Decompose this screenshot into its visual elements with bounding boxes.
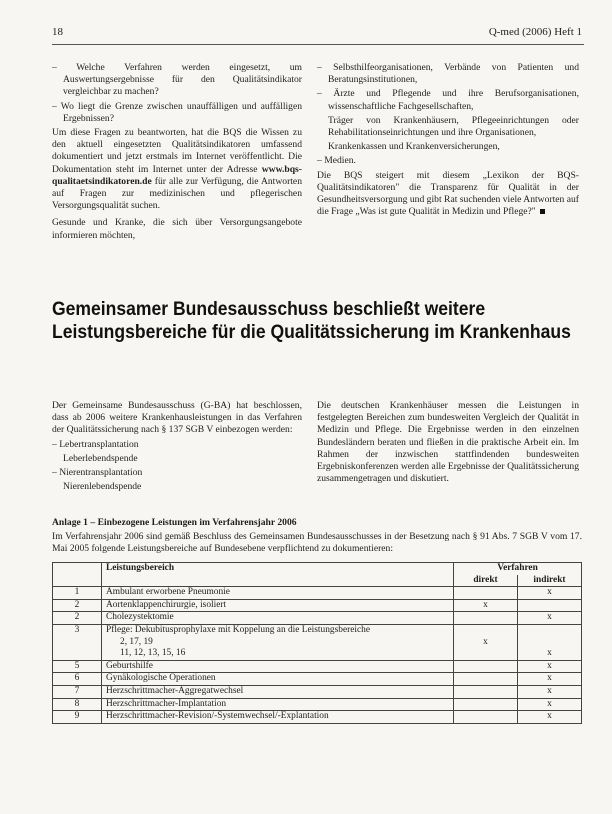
list-item: – Selbsthilfeorganisationen, Verbände von Patienten und Beratungsinstitutionen, xyxy=(317,62,579,86)
right-column-top xyxy=(317,62,579,223)
services-table xyxy=(52,562,582,724)
row-number: 9 xyxy=(53,711,102,724)
row-number: 7 xyxy=(53,685,102,698)
table-header-direct: direkt xyxy=(454,575,518,587)
right-column-article xyxy=(317,400,579,490)
row-number: 8 xyxy=(53,698,102,711)
table-header-nr xyxy=(53,563,102,575)
row-indirect: x xyxy=(518,673,582,686)
row-indirect: x xyxy=(518,612,582,625)
table-row xyxy=(53,698,582,711)
table-header-group: Verfahren xyxy=(454,563,582,575)
list-item: Krankenkassen und Krankenversicherungen, xyxy=(328,141,500,153)
paragraph-documentation xyxy=(52,127,302,212)
bullet-item: – Welche Verfahren werden eingesetzt, um Auswertungsergebnisse für den Qualitätsindikator vergleichbar zu machen? xyxy=(52,62,302,98)
list-item: – Lebertransplantation xyxy=(52,438,139,450)
row-number xyxy=(53,637,102,649)
row-direct xyxy=(454,660,518,673)
row-area: 2, 17, 19 xyxy=(102,637,454,649)
row-area: Ambulant erworbene Pneumonie xyxy=(102,587,454,600)
row-direct xyxy=(454,711,518,724)
row-number: 2 xyxy=(53,612,102,625)
table-row xyxy=(53,599,582,612)
table-row xyxy=(53,624,582,636)
row-area: Aortenklappenchirurgie, isoliert xyxy=(102,599,454,612)
row-area: 11, 12, 13, 15, 16 xyxy=(102,648,454,660)
annex-intro: Im Verfahrensjahr 2006 sind gemäß Beschluss des Gemeinsamen Bundesausschusses in der Besetzung nach § 91 Abs. 7 SGB V vom 17. Mai 2005 folgende Leistungsbereiche auf Bundesebene verpflichtend zu dokumentieren: xyxy=(52,531,582,555)
table-row xyxy=(53,685,582,698)
row-area: Herzschrittmacher-Implantation xyxy=(102,698,454,711)
row-area: Cholezystektomie xyxy=(102,612,454,625)
list-item: Träger von Krankenhäusern, Pflegeeinrichtungen oder Rehabilitationseinrichtungen und ihre Organisationen, xyxy=(328,114,579,139)
row-indirect xyxy=(518,599,582,612)
row-direct xyxy=(454,698,518,711)
row-indirect: x xyxy=(518,648,582,660)
row-direct xyxy=(454,624,518,636)
article-headline: Gemeinsamer Bundesausschuss beschließt weitere Leistungsbereiche für die Qualitätssicherung im Krankenhaus xyxy=(52,298,571,343)
row-direct xyxy=(454,612,518,625)
table-header-area: Leistungsbereich xyxy=(102,563,454,575)
table-header-indirect: indirekt xyxy=(518,575,582,587)
article-body: Die deutschen Krankenhäuser messen die Leistungen in festgelegten Bereichen zum bundesweiten Vergleich der Qualität in Medizin und Pflege. Die Ergebnisse werden in den einzelnen Bundesländern beraten und fließen in die praktische Arbeit ein. Im Rahmen der inzwischen stattfindenden bundesweiten Ergebniskonferenzen werden alle Ergebnisse der Qualitätssicherung zusammengetragen und diskutiert. xyxy=(317,400,579,485)
table-row xyxy=(53,612,582,625)
row-direct: x xyxy=(454,599,518,612)
table-row xyxy=(53,637,582,649)
row-indirect xyxy=(518,624,582,636)
table-header-nr-spacer xyxy=(53,575,102,587)
row-area: Geburtshilfe xyxy=(102,660,454,673)
table-row xyxy=(53,711,582,724)
table-row xyxy=(53,648,582,660)
article-intro: Der Gemeinsame Bundesausschuss (G-BA) hat beschlossen, dass ab 2006 weitere Krankenhausleistungen in das Verfahren der Qualitätssicherung nach § 137 SGB V einbezogen werden: xyxy=(52,400,302,436)
row-number: 6 xyxy=(53,673,102,686)
list-item: – Medien. xyxy=(317,155,356,167)
closing-paragraph xyxy=(317,170,579,219)
header-rule xyxy=(52,44,584,45)
paragraph-text: Um diese Fragen zu beantworten, hat die BQS die Wissen zu den aktuell eingesetzten Qualitätsindikatoren umfassend dokumentiert und jetzt erstmals im Internet veröffentlicht. Die Dokumentation steht im Internet unter der Adresse xyxy=(52,127,302,175)
bullet-item: – Wo liegt die Grenze zwischen unauffälligen und auffälligen Ergebnissen? xyxy=(52,100,302,124)
page-number: 18 xyxy=(52,26,63,38)
row-number: 3 xyxy=(53,624,102,636)
list-item: – Ärzte und Pflegende und ihre Berufsorganisationen, wissenschaftliche Fachgesellschaften, xyxy=(317,88,579,112)
row-number: 1 xyxy=(53,587,102,600)
row-indirect: x xyxy=(518,698,582,711)
table-row xyxy=(53,673,582,686)
list-sub-item: Leberlebendspende xyxy=(63,452,138,464)
row-area: Pflege: Dekubitusprophylaxe mit Koppelung an die Leistungsbereiche xyxy=(102,624,454,636)
row-number: 5 xyxy=(53,660,102,673)
website-link[interactable]: www.bqs-qualitaetsindikatoren.de xyxy=(52,163,302,187)
list-sub-item: Nierenlebendspende xyxy=(63,481,142,493)
row-direct: x xyxy=(454,637,518,649)
table-header-area-spacer xyxy=(102,575,454,587)
row-area: Herzschrittmacher-Aggregatwechsel xyxy=(102,685,454,698)
row-number: 2 xyxy=(53,599,102,612)
list-item: – Nierentransplantation xyxy=(52,467,143,479)
left-column-article xyxy=(52,400,302,495)
journal-reference: Q-med (2006) Heft 1 xyxy=(488,26,582,38)
row-area: Herzschrittmacher-Revision/-Systemwechsel/-Explantation xyxy=(102,711,454,724)
annex-title: Anlage 1 – Einbezogene Leistungen im Verfahrensjahr 2006 xyxy=(52,517,297,528)
row-indirect xyxy=(518,637,582,649)
paragraph-text: für alle zur Verfügung, die Antworten auf Fragen zur medizinischen und pflegerischen Versorgungsqualität suchen. xyxy=(52,175,302,212)
row-indirect: x xyxy=(518,660,582,673)
row-direct xyxy=(454,587,518,600)
row-direct xyxy=(454,648,518,660)
row-area: Gynäkologische Operationen xyxy=(102,673,454,686)
paragraph-text: Gesunde und Kranke, die sich über Versorgungsangebote informieren möchten, xyxy=(52,217,302,241)
row-number xyxy=(53,648,102,660)
row-direct xyxy=(454,685,518,698)
table-row xyxy=(53,660,582,673)
row-indirect: x xyxy=(518,587,582,600)
paragraph-text: Die BQS steigert mit diesem „Lexikon der BQS-Qualitätsindikatoren" die Transparenz für Qualität in der Gesundheitsversorgung und gibt Rat suchenden viele Antworten auf die Frage „Was ist gute Qualität in Medizin und Pflege?" xyxy=(317,169,579,218)
left-column-top xyxy=(52,62,302,247)
article-end-mark xyxy=(540,209,545,214)
row-indirect: x xyxy=(518,685,582,698)
row-indirect: x xyxy=(518,711,582,724)
table-row xyxy=(53,587,582,600)
row-direct xyxy=(454,673,518,686)
